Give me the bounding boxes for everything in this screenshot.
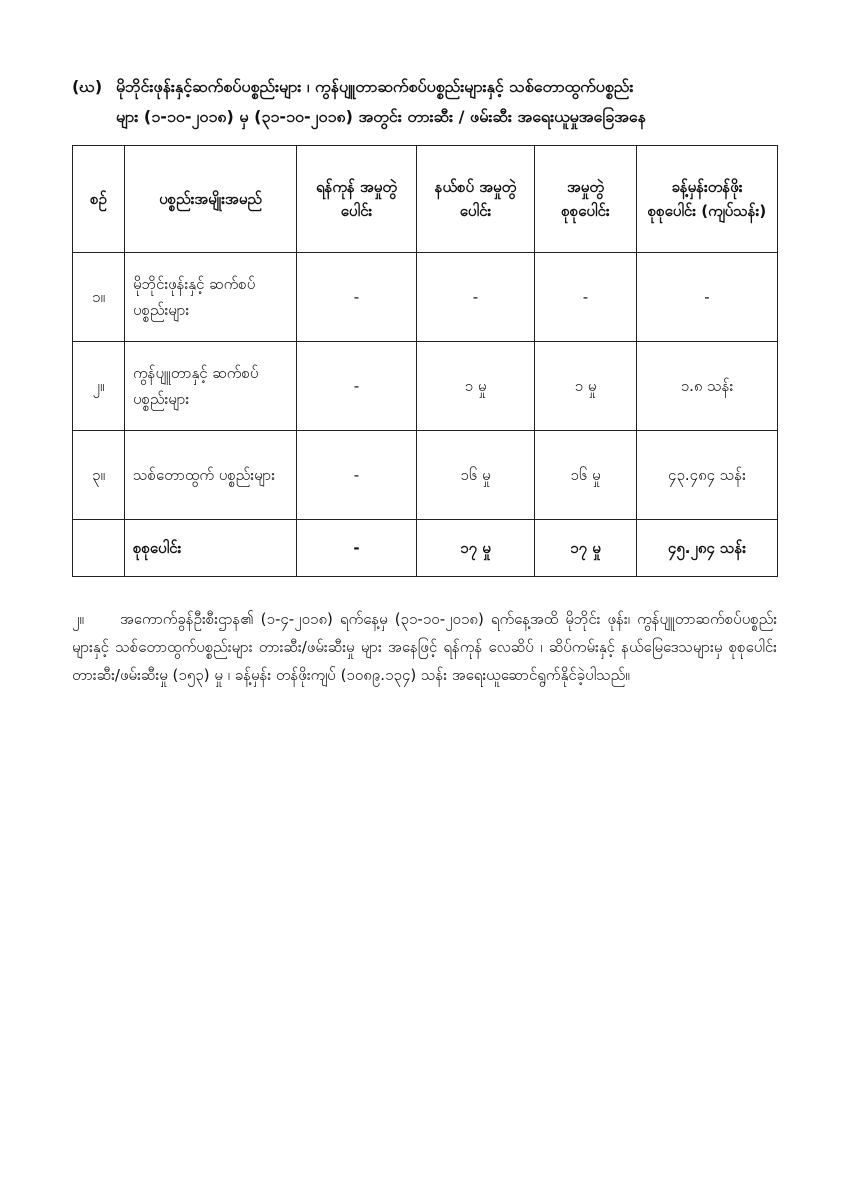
cell-total-cases: ၁၇ မှု (535, 520, 637, 577)
heading-line-2: များ (၁-၁၀-၂၀၁၈) မှ (၃၁-၁၀-၂၀၁၈) အတွင်း တားဆီး / ဖမ်းဆီး အရေးယူမှုအခြေအနေ (116, 107, 646, 126)
cell-yangon-cases: - (297, 431, 417, 520)
cell-total-label: စုစုပေါင်း (125, 520, 297, 577)
cell-yangon-cases: - (297, 520, 417, 577)
cell-yangon-cases: - (297, 342, 417, 431)
cell-border-cases: ၁ မှု (417, 342, 535, 431)
cell-estimated-value: ၄၃.၄၈၄ သန်း (637, 431, 778, 520)
cell-estimated-value: - (637, 253, 778, 342)
cell-item-type: ကွန်ပျူတာနှင့် ဆက်စပ်ပစ္စည်းများ (125, 342, 297, 431)
cell-total-cases: ၁၆ မှု (535, 431, 637, 520)
col-header-border-cases: နယ်စပ် အမှုတွဲပေါင်း (417, 146, 535, 253)
cell-total-cases: ၁ မှု (535, 342, 637, 431)
cell-yangon-cases: - (297, 253, 417, 342)
col-header-yangon-cases: ရန်ကုန် အမှုတွဲပေါင်း (297, 146, 417, 253)
cell-estimated-value: ၁.၈ သန်း (637, 342, 778, 431)
table-row (73, 431, 778, 520)
table-row (73, 342, 778, 431)
cell-item-type: မိုဘိုင်းဖုန်းနှင့် ဆက်စပ်ပစ္စည်းများ (125, 253, 297, 342)
section-marker: (ဃ) (72, 77, 103, 96)
table-header-row (73, 146, 778, 253)
cell-border-cases: ၁၇ မှု (417, 520, 535, 577)
col-header-no: စဉ် (73, 146, 125, 253)
seizure-table (72, 145, 778, 577)
cell-no (73, 520, 125, 577)
cell-no: ၃။ (73, 431, 125, 520)
paragraph-number: ၂။ (72, 610, 84, 628)
cell-total-cases: - (535, 253, 637, 342)
cell-border-cases: ၁၆ မှု (417, 431, 535, 520)
cell-no: ၂။ (73, 342, 125, 431)
cell-no: ၁။ (73, 253, 125, 342)
cell-item-type: သစ်တောထွက် ပစ္စည်းများ (125, 431, 297, 520)
cell-estimated-value: ၄၅.၂၈၄ သန်း (637, 520, 778, 577)
summary-paragraph (72, 605, 777, 689)
table-total-row (73, 520, 778, 577)
cell-border-cases: - (417, 253, 535, 342)
col-header-estimated-value: ခန့်မှန်းတန်ဖိုး စုစုပေါင်း (ကျပ်သန်း) (637, 146, 778, 253)
table-row (73, 253, 778, 342)
heading-line-1: မိုဘိုင်းဖုန်းနှင့်ဆက်စပ်ပစ္စည်းများ ၊ ကွန်ပျူတာဆက်စပ်ပစ္စည်းများနှင့် သစ်တောထွက်ပစ္စည်း (116, 77, 634, 96)
col-header-item-type: ပစ္စည်းအမျိုးအမည် (125, 146, 297, 253)
paragraph-text: အကောက်ခွန်ဦးစီးဌာန၏ (၁-၄-၂၀၁၈) ရက်နေ့မှ (၃၁-၁၀-၂၀၁၈) ရက်နေ့အထိ မိုဘိုင်း ဖုန်း၊ ကွန်ပျူတာဆက်စပ်ပစ္စည်းများနှင့် သစ်တောထွက်ပစ္စည်းများ တားဆီး/ဖမ်းဆီးမှု များ အနေဖြင့် ရန်ကုန် လေဆိပ် ၊ ဆိပ်ကမ်းနှင့် နယ်မြေဒေသများမှ စုစုပေါင်း တားဆီး/ဖမ်းဆီးမှု (၁၅၃) မှု ၊ ခန့်မှန်း တန်ဖိုးကျပ် (၁၀၈၉.၁၃၄) သန်း အရေးယူဆောင်ရွက်နိုင်ခဲ့ပါသည်။ (72, 610, 777, 684)
col-header-total-cases: အမှုတွဲ စုစုပေါင်း (535, 146, 637, 253)
section-heading (72, 72, 782, 132)
